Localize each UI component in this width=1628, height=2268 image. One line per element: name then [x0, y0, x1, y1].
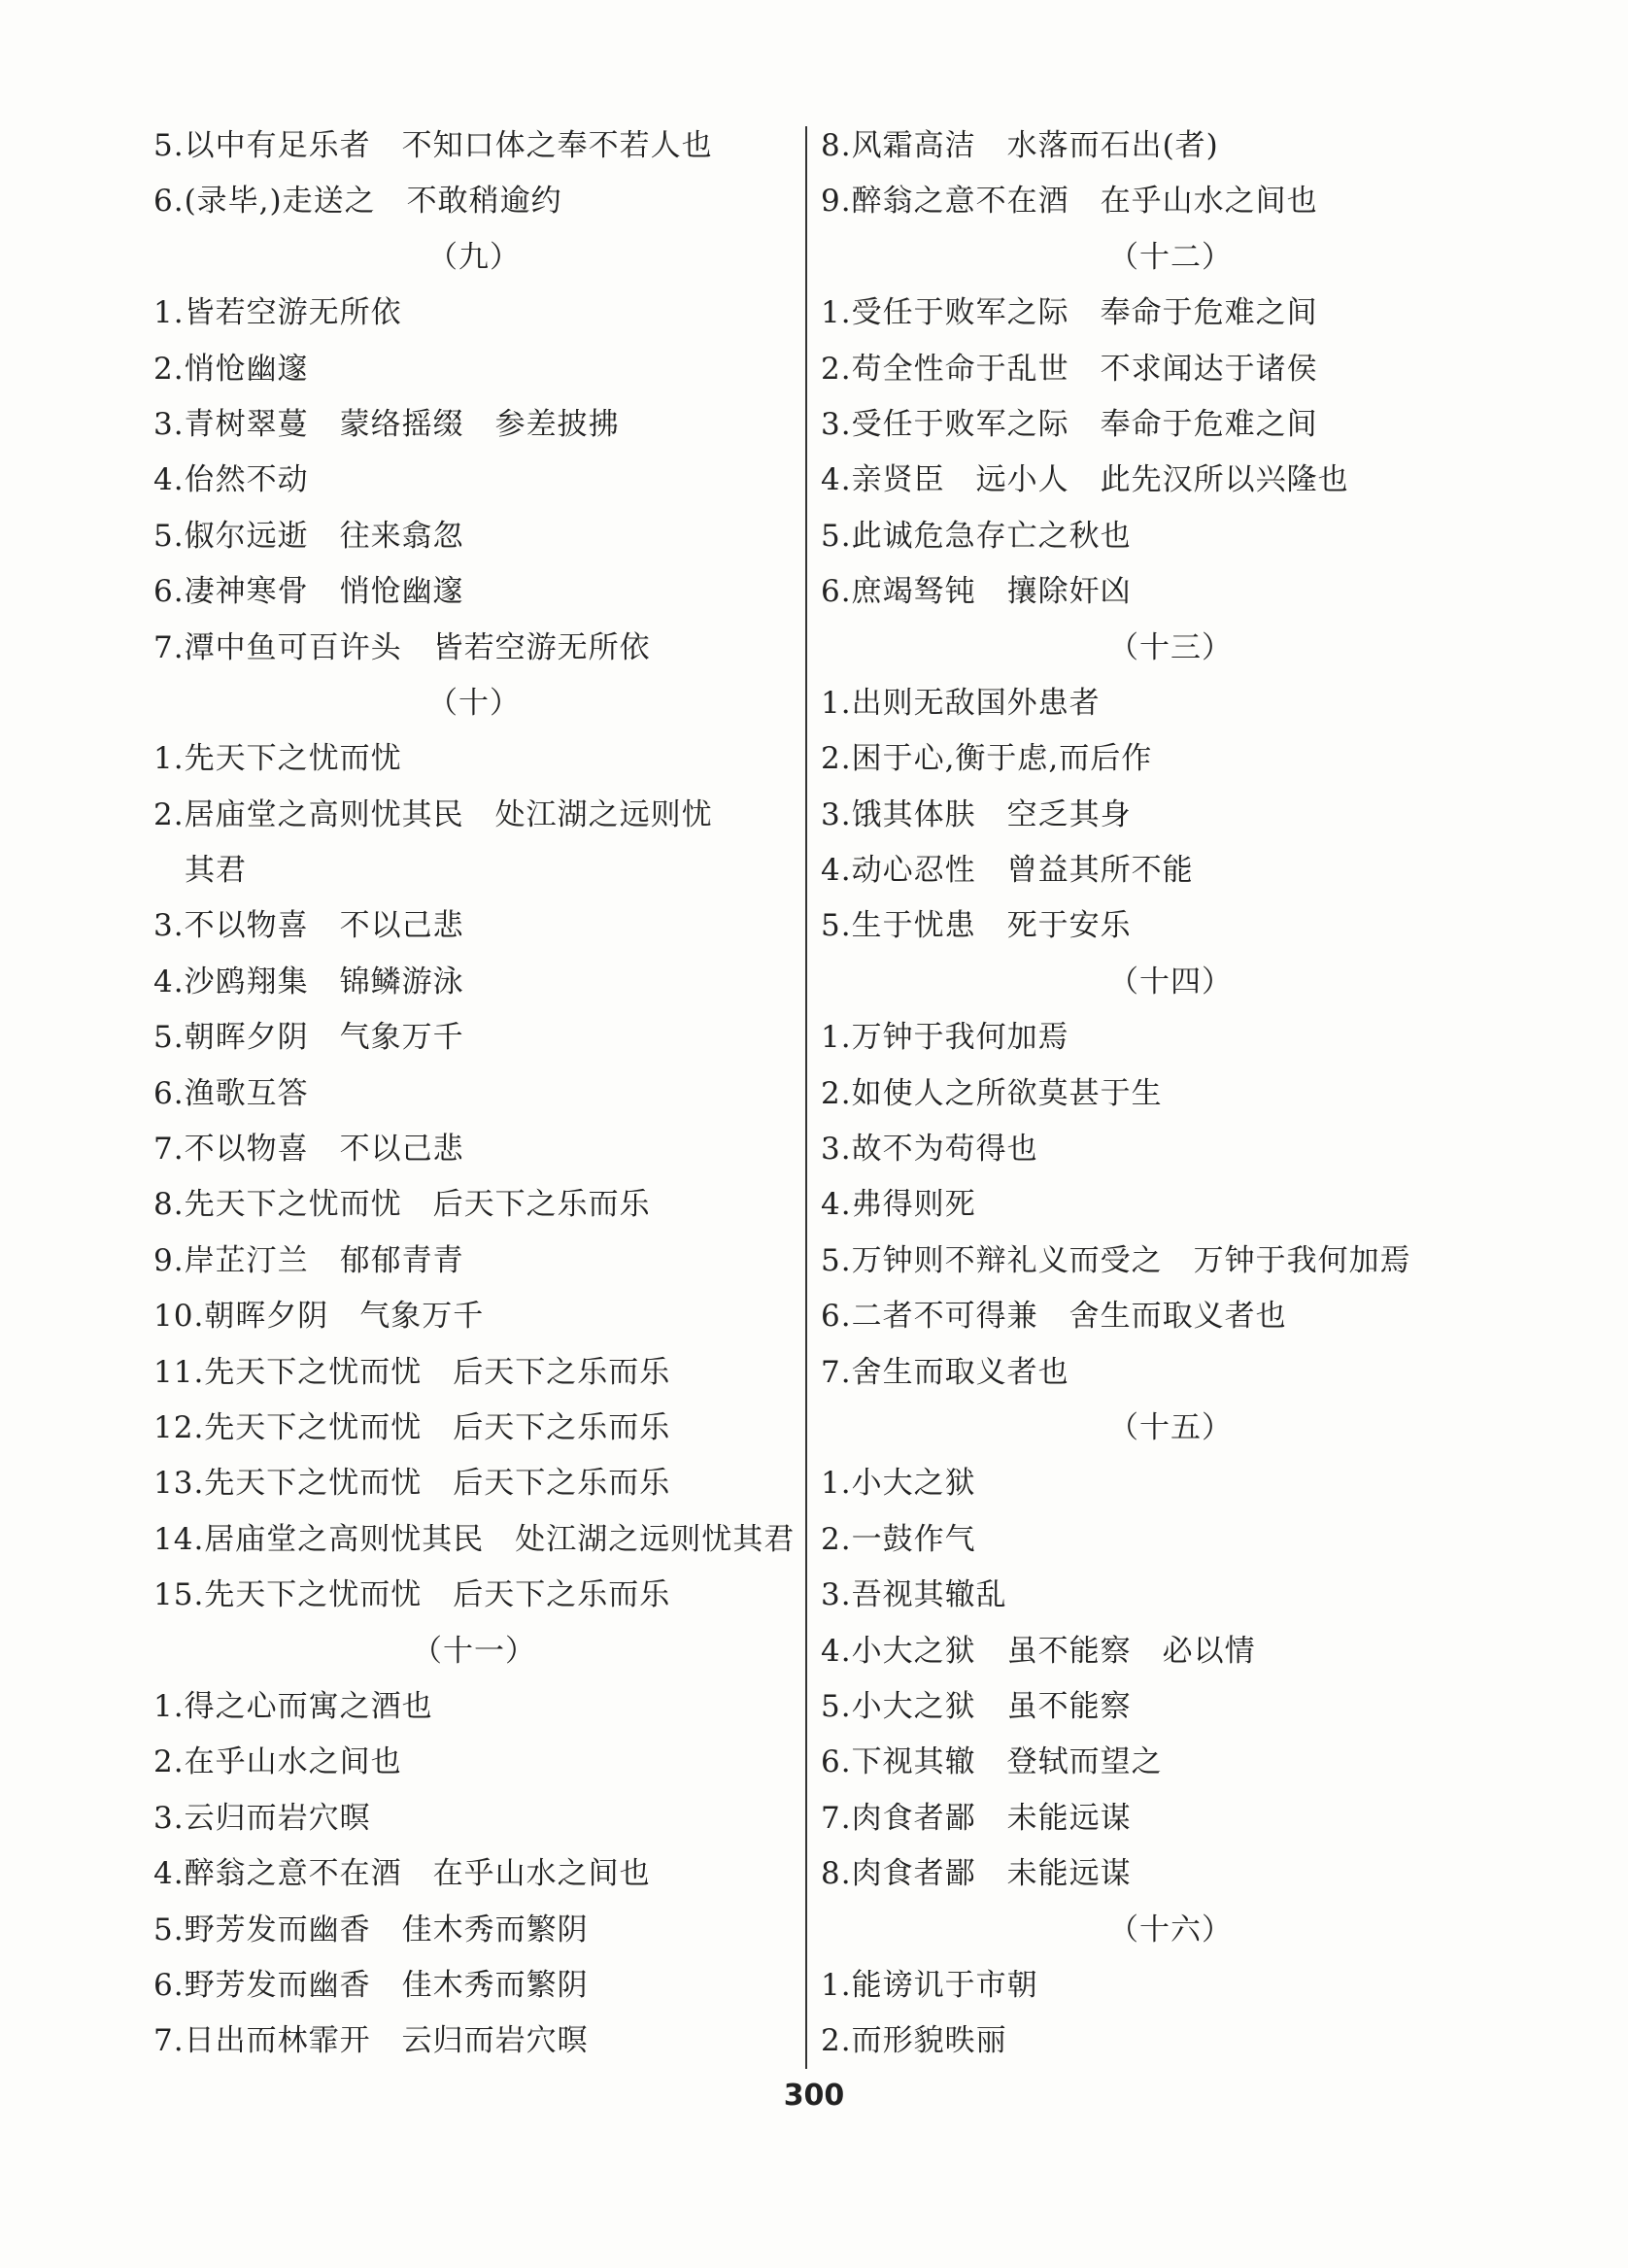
answer-line: 1.先天下之忧而忧	[153, 741, 402, 777]
answer-line: 7.肉食者鄙 未能远谋	[821, 1800, 1132, 1836]
answer-line: 5.小大之狱 虽不能察	[821, 1688, 1132, 1724]
answer-line: 5.此诚危急存亡之秋也	[821, 518, 1132, 554]
answer-line: 5.生于忧患 死于安乐	[821, 908, 1132, 944]
section-heading: （十四）	[1108, 964, 1233, 999]
answer-line: 1.出则无敌国外患者	[821, 685, 1101, 721]
answer-line: 4.醉翁之意不在酒 在乎山水之间也	[153, 1856, 651, 1892]
answer-line: 2.一鼓作气	[821, 1521, 976, 1557]
answer-line: 6.(录毕,)走送之 不敢稍逾约	[153, 184, 562, 220]
answer-line: 13.先天下之忧而忧 后天下之乐而乐	[153, 1466, 671, 1502]
answer-line: 3.受任于败军之际 奉命于危难之间	[821, 406, 1318, 442]
answer-line: 2.苟全性命于乱世 不求闻达于诸侯	[821, 351, 1318, 387]
answer-line: 3.故不为苟得也	[821, 1132, 1038, 1168]
answer-line: 5.朝晖夕阴 气象万千	[153, 1020, 464, 1056]
left-column	[153, 118, 795, 2070]
answer-line: 4.佁然不动	[153, 462, 309, 498]
answer-line: 12.先天下之忧而忧 后天下之乐而乐	[153, 1409, 671, 1445]
section-heading: （十六）	[1108, 1912, 1233, 1947]
answer-line: 6.下视其辙 登轼而望之	[821, 1744, 1163, 1780]
answer-line: 3.云归而岩穴暝	[153, 1800, 371, 1836]
answer-line: 9.岸芷汀兰 郁郁青青	[153, 1242, 464, 1278]
answer-line: 4.小大之狱 虽不能察 必以情	[821, 1633, 1256, 1669]
answer-line: 6.二者不可得兼 舍生而取义者也	[821, 1299, 1287, 1335]
answer-line: 4.弗得则死	[821, 1187, 976, 1223]
answer-line: 2.悄怆幽邃	[153, 351, 309, 387]
answer-line: 7.日出而林霏开 云归而岩穴暝	[153, 2023, 589, 2059]
answer-line: 11.先天下之忧而忧 后天下之乐而乐	[153, 1354, 671, 1390]
answer-line: 6.庶竭驽钝 攘除奸凶	[821, 574, 1132, 610]
answer-line: 5.俶尔远逝 往来翕忽	[153, 518, 464, 554]
answer-line: 3.不以物喜 不以己悲	[153, 908, 464, 944]
answer-line: 1.万钟于我何加焉	[821, 1020, 1069, 1056]
answer-line: 3.饿其体肤 空乏其身	[821, 796, 1132, 832]
answer-line: 3.青树翠蔓 蒙络摇缀 参差披拂	[153, 406, 620, 442]
answer-continuation: 其君	[185, 853, 247, 889]
answer-line: 8.先天下之忧而忧 后天下之乐而乐	[153, 1187, 651, 1223]
answer-line: 4.沙鸥翔集 锦鳞游泳	[153, 964, 464, 999]
answer-line: 6.野芳发而幽香 佳木秀而繁阴	[153, 1967, 589, 2003]
answer-line: 7.舍生而取义者也	[821, 1354, 1069, 1390]
column-divider	[805, 126, 807, 2069]
answer-line: 4.亲贤臣 远小人 此先汉所以兴隆也	[821, 462, 1349, 498]
answer-line: 15.先天下之忧而忧 后天下之乐而乐	[153, 1577, 671, 1613]
answer-line: 1.得之心而寓之酒也	[153, 1688, 433, 1724]
answer-line: 2.如使人之所欲莫甚于生	[821, 1075, 1163, 1111]
answer-line: 14.居庙堂之高则忧其民 处江湖之远则忧其君	[153, 1521, 796, 1557]
answer-line: 1.小大之狱	[821, 1466, 976, 1502]
section-heading: （九）	[427, 239, 521, 275]
answer-line: 1.皆若空游无所依	[153, 295, 402, 331]
answer-line: 6.凄神寒骨 悄怆幽邃	[153, 574, 464, 610]
section-heading: （十三）	[1108, 629, 1233, 665]
answer-line: 10.朝晖夕阴 气象万千	[153, 1299, 485, 1335]
answer-line: 7.潭中鱼可百许头 皆若空游无所依	[153, 629, 651, 665]
answer-line: 3.吾视其辙乱	[821, 1577, 1007, 1613]
answer-line: 5.野芳发而幽香 佳木秀而繁阴	[153, 1912, 589, 1947]
answer-line: 5.以中有足乐者 不知口体之奉不若人也	[153, 128, 713, 163]
answer-line: 2.困于心,衡于虑,而后作	[821, 741, 1153, 777]
section-heading: （十一）	[412, 1633, 536, 1669]
answer-line: 1.受任于败军之际 奉命于危难之间	[821, 295, 1318, 331]
answer-line: 9.醉翁之意不在酒 在乎山水之间也	[821, 184, 1318, 220]
answer-line: 2.在乎山水之间也	[153, 1744, 402, 1780]
answer-line: 4.动心忍性 曾益其所不能	[821, 853, 1194, 889]
answer-line: 5.万钟则不辩礼义而受之 万钟于我何加焉	[821, 1242, 1411, 1278]
section-heading: （十二）	[1108, 239, 1233, 275]
answer-line: 8.肉食者鄙 未能远谋	[821, 1856, 1132, 1892]
section-heading: （十）	[427, 685, 521, 721]
answer-line: 2.居庙堂之高则忧其民 处江湖之远则忧	[153, 796, 713, 832]
answer-line: 1.能谤讥于市朝	[821, 1967, 1038, 2003]
answer-line: 6.渔歌互答	[153, 1075, 309, 1111]
answer-line: 2.而形貌昳丽	[821, 2023, 1007, 2059]
section-heading: （十五）	[1108, 1409, 1233, 1445]
page-number: 300	[783, 2079, 845, 2113]
answer-line: 8.风霜高洁 水落而石出(者)	[821, 128, 1219, 163]
answer-line: 7.不以物喜 不以己悲	[153, 1132, 464, 1168]
right-column	[821, 118, 1520, 2070]
